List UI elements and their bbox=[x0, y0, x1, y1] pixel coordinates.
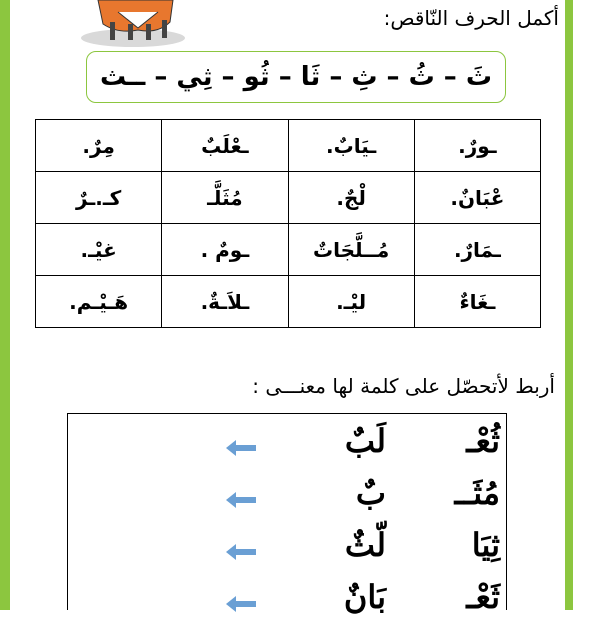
table-row bbox=[36, 224, 541, 276]
grid-cell[interactable]: هَـيْـم. bbox=[36, 276, 162, 328]
grid-cell[interactable]: ـلاَـةٌ. bbox=[162, 276, 288, 328]
grid-cell[interactable]: كـ.ـرٌ bbox=[36, 172, 162, 224]
arrow-left-icon bbox=[226, 440, 256, 456]
grid-cell[interactable]: ـمَارٌ. bbox=[414, 224, 540, 276]
grid-cell[interactable]: ـيَابٌ. bbox=[288, 120, 414, 172]
instruction-connect-words: أربط لأتحصّل على كلمة لها معنـــى : bbox=[252, 374, 555, 398]
word-grid bbox=[35, 119, 541, 328]
grid-cell[interactable]: ـعْلَبٌ bbox=[162, 120, 288, 172]
match-word-end[interactable]: بَانٌ bbox=[343, 578, 386, 616]
page-border-right bbox=[565, 0, 573, 610]
arrow-left-icon bbox=[226, 544, 256, 560]
grid-cell[interactable]: مُثَلَّـ bbox=[162, 172, 288, 224]
page-border-left bbox=[0, 0, 10, 610]
instruction-complete-letter: أكمل الحرف النّاقص: bbox=[383, 6, 559, 30]
match-word-end[interactable]: لَبٌ bbox=[344, 422, 386, 460]
table-row bbox=[36, 120, 541, 172]
grid-cell[interactable]: مِرٌ. bbox=[36, 120, 162, 172]
matching-box bbox=[67, 413, 507, 616]
match-row bbox=[68, 578, 506, 628]
grid-cell[interactable]: ليْـ. bbox=[288, 276, 414, 328]
match-row bbox=[68, 422, 506, 472]
match-word-start[interactable]: ثُعْـ bbox=[466, 422, 500, 460]
letters-box bbox=[86, 51, 506, 103]
grid-cell[interactable]: غيْـ. bbox=[36, 224, 162, 276]
arrow-left-icon bbox=[226, 492, 256, 508]
grid-cell[interactable]: عْبَانٌ. bbox=[414, 172, 540, 224]
match-word-start[interactable]: مُثَــ bbox=[454, 474, 500, 512]
match-word-end[interactable]: بٌ bbox=[355, 474, 386, 512]
grid-cell[interactable]: ـغَاءٌ bbox=[414, 276, 540, 328]
match-word-end[interactable]: لّثٌ bbox=[344, 526, 386, 564]
grid-cell[interactable]: ـورٌ. bbox=[414, 120, 540, 172]
letters-line: ثَ – ثُ – ثِ – ثَا – ثُو – ثِي – ــث bbox=[100, 62, 492, 92]
match-word-start[interactable]: ثِيَا bbox=[471, 526, 500, 564]
grid-cell[interactable]: لْجٌ. bbox=[288, 172, 414, 224]
match-word-start[interactable]: ثَعْـ bbox=[466, 578, 500, 616]
match-row bbox=[68, 526, 506, 576]
grid-cell[interactable]: ـومٌ . bbox=[162, 224, 288, 276]
table-row bbox=[36, 172, 541, 224]
fox-illustration bbox=[78, 0, 188, 48]
match-row bbox=[68, 474, 506, 524]
table-row bbox=[36, 276, 541, 328]
grid-cell[interactable]: مُــلَّجَاتٌ bbox=[288, 224, 414, 276]
